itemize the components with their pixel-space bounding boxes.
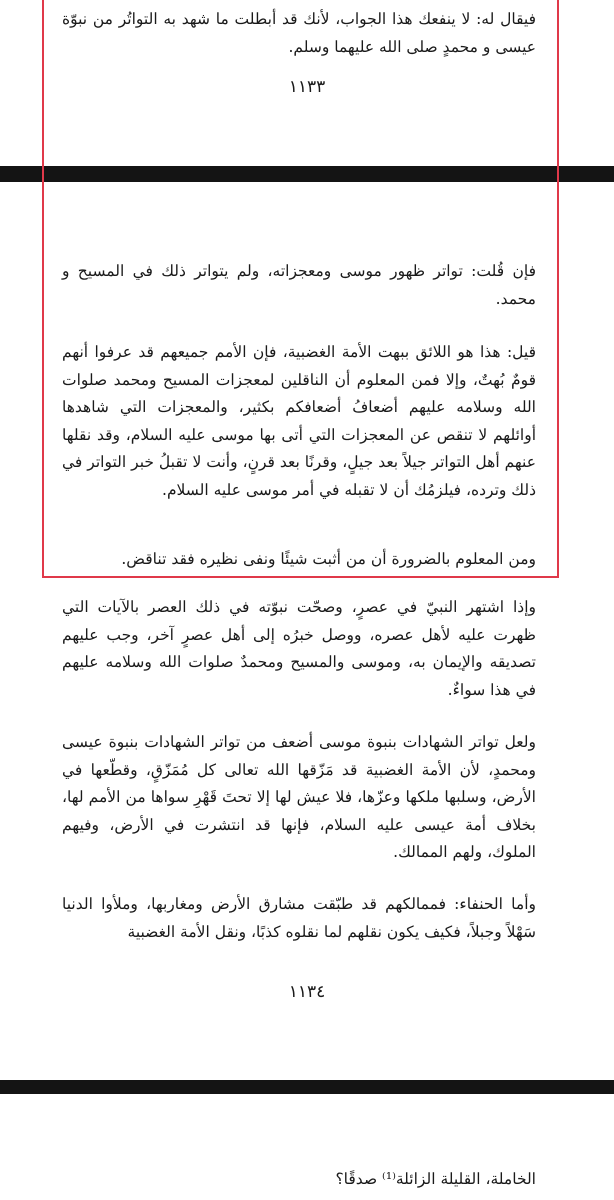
page-1133 xyxy=(0,0,614,166)
paragraph-1134-prophet: وإذا اشتهر النبيّ في عصرٍ، وصحّت نبوّته في ذلك العصر بالآيات التي ظهرت عليه لأهل عصره، ووصل خبرُه إلى أهل عصرٍ آخر، وجب عليهم تصديقه والإيمان به، وموسى والمسيح ومحمدٌ صلوات الله وسلامه عليهم في هذا سواءٌ. xyxy=(62,598,536,699)
page-number-1133: ١١٣٣ xyxy=(288,77,326,97)
paragraph-1134-contradiction: ومن المعلوم بالضرورة أن من أثبت شيئًا ونفى نظيره فقد تناقض. xyxy=(121,550,536,568)
paragraph-1134-answer: قيل: هذا هو اللائق ببهت الأمة الغضبية، فإن الأمم جميعهم قد عرفوا أنهم قومٌ بُهتٌ، وإلا فمن المعلوم أن الناقلين لمعجزات المسيح ومحمد صلوات الله وسلامه عليهم أضعافُ أضعافكم بكثير، والمعجزات التي شاهدها أوائلهم لا تنقص عن المعجزات التي أتى بها موسى عليه السلام، وقد نقلها عنهم أهل التواتر جيلاً بعد جيلٍ، وقرنًا بعد قرنٍ، وأنت لا تقبلُ خبر التواتر في ذلك وترده، فيلزمُك أن لا تقبله في أمر موسى عليه السلام. xyxy=(62,343,536,499)
page-divider-bottom xyxy=(0,1080,614,1094)
paragraph-1135-1: الخاملة، القليلة الزائلة⁽¹⁾ صدقًا؟ xyxy=(335,1170,536,1188)
page-1134 xyxy=(0,182,614,1080)
paragraph-1134-hunafa: وأما الحنفاء: فممالكهم قد طبّقت مشارق الأرض ومغاربها، وملأوا الدنيا سَهْلاً وجبلاً، فكيف يكون نقلهم لما نقلوه كذبًا، ونقل الأمة الغضبية xyxy=(62,895,536,941)
page-1135 xyxy=(0,1094,614,1200)
paragraph-1133-1: فيقال له: لا ينفعك هذا الجواب، لأنك قد أبطلت ما شهد به التواتُر من نبوّة عيسى و محمدٍ صلى الله عليهما وسلم. xyxy=(62,10,536,56)
page-divider-top xyxy=(0,166,614,182)
paragraph-1134-question: فإن قُلت: تواتر ظهور موسى ومعجزاته، ولم يتواتر ذلك في المسيح و محمد. xyxy=(62,262,536,308)
paragraph-1134-testimony: ولعل تواتر الشهادات بنبوة موسى أضعف من تواتر الشهادات بنبوة عيسى ومحمدٍ، لأن الأمة الغضبية قد مَزّقها الله تعالى كل مُمَزّقٍ، وقطّعها في الأرض، وسلبها ملكها وعزّها، فلا عيش لها إلا تحتَ قَهْرِ سواها من الأمم لها، بخلاف أمة عيسى عليه السلام، فإنها قد انتشرت في الأرض، وفيهم الملوك، ولهم الممالك. xyxy=(62,733,536,861)
page-number-1134: ١١٣٤ xyxy=(288,982,326,1002)
